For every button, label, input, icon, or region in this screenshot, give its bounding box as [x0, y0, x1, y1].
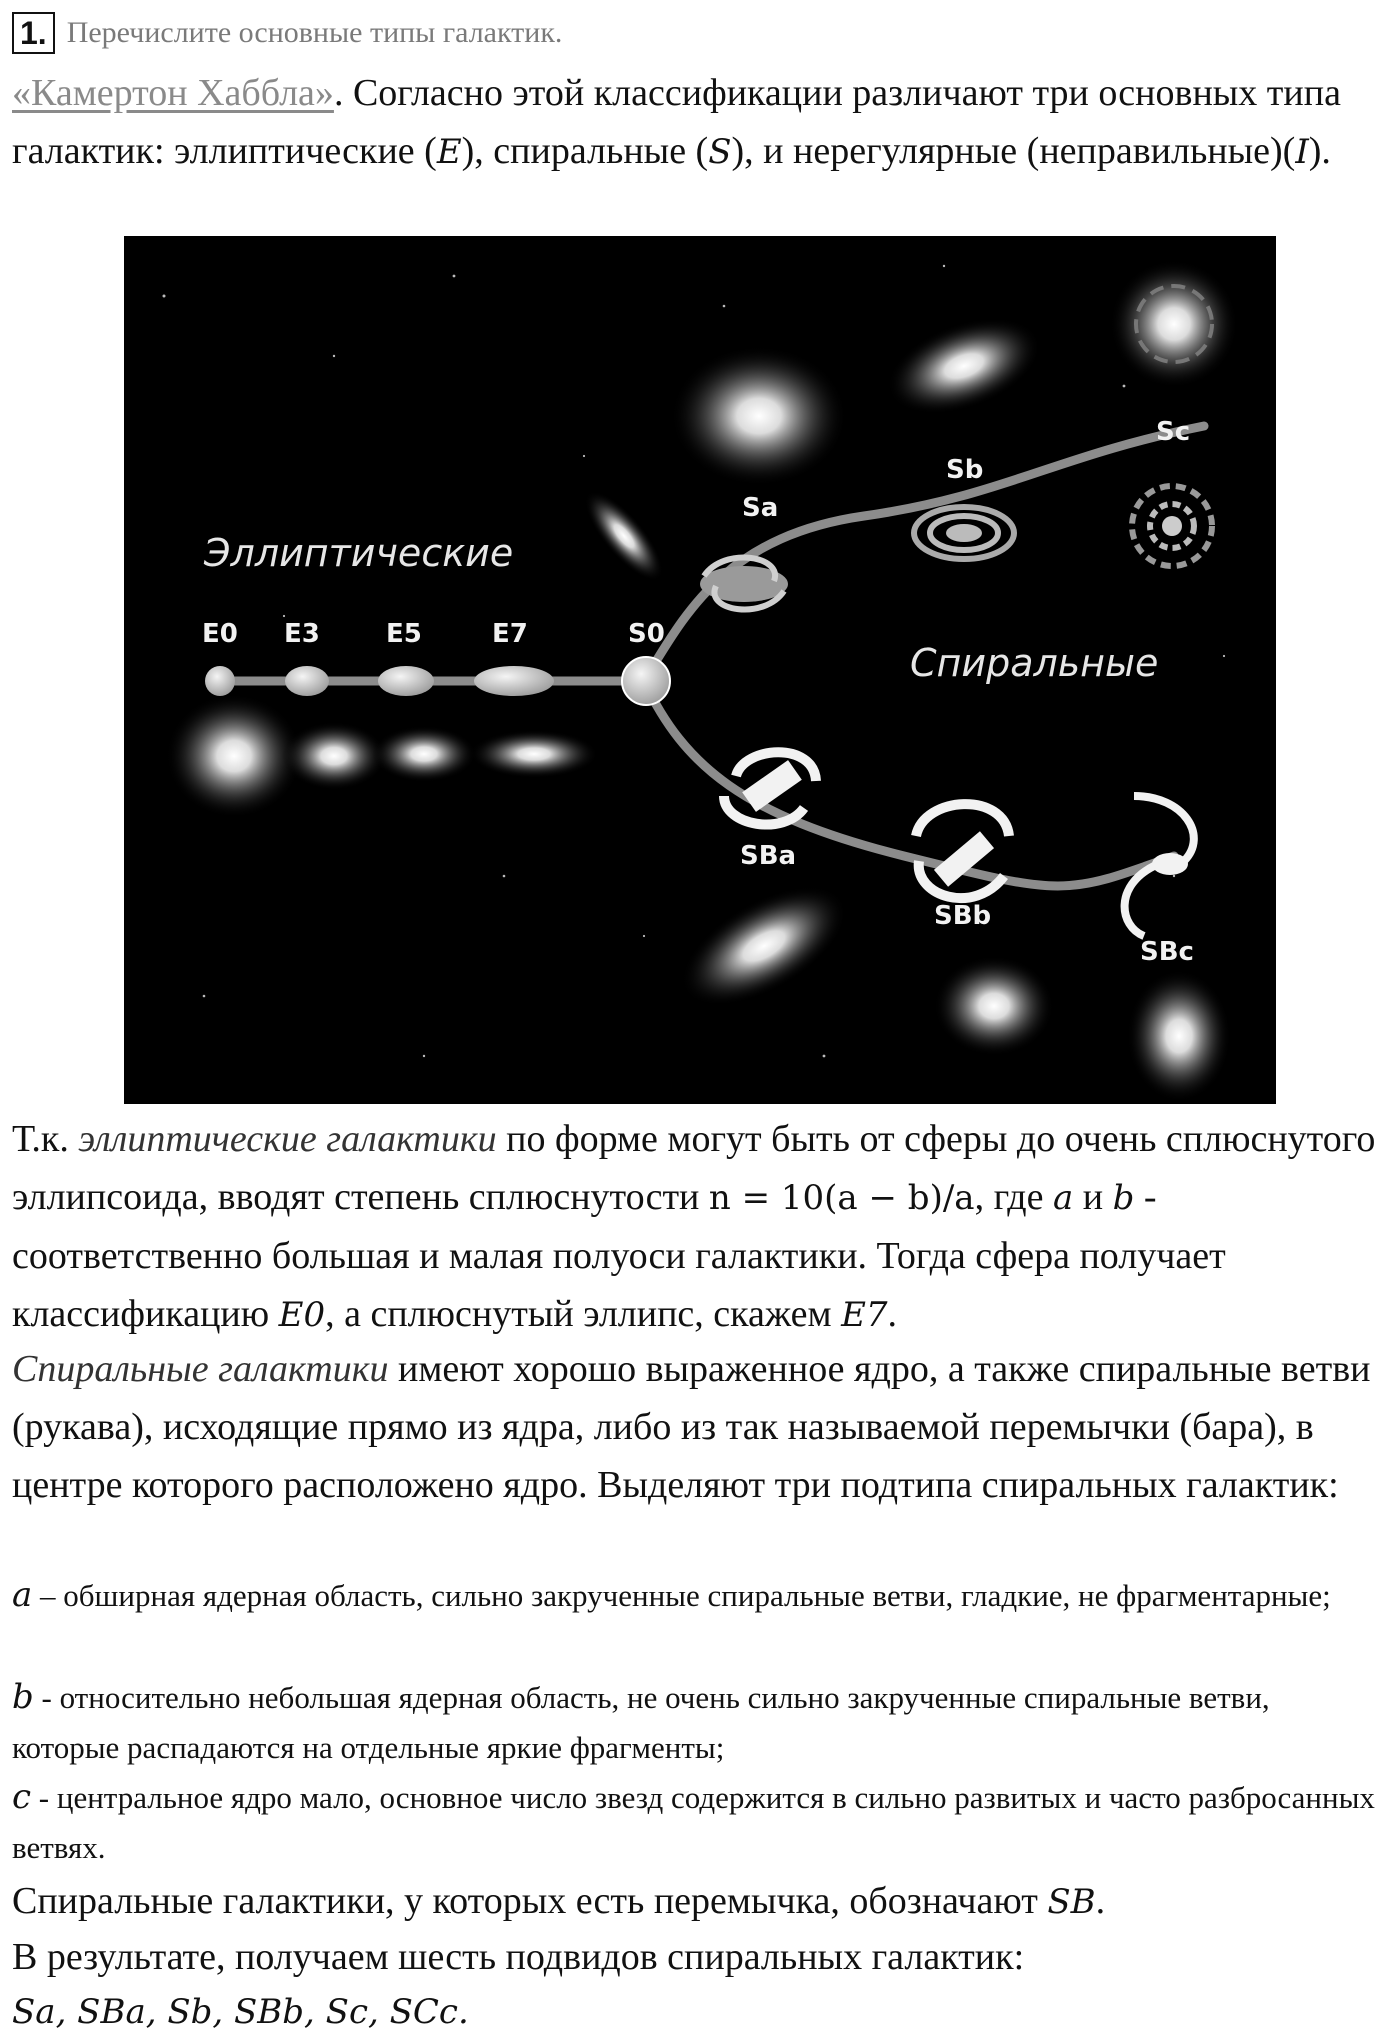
p1-italic: эллиптические галактики	[78, 1118, 497, 1160]
hubble-tuning-fork-image	[124, 236, 1276, 1104]
var-b: b	[1112, 1178, 1135, 1218]
label-sa: Sa	[742, 493, 779, 523]
spirals-paragraph	[12, 1340, 1382, 1514]
intro-paragraph	[12, 64, 1382, 181]
node-e0	[205, 666, 235, 696]
symbol-e: E	[436, 132, 462, 172]
label-sbb: SBb	[934, 901, 992, 931]
node-e5	[378, 666, 434, 696]
symbol-i: I	[1295, 132, 1309, 172]
intro-text-1: . Согласно этой классификации различают три основных типа галактик: эллиптические (	[12, 72, 1341, 172]
intro-text-2: ), спиральные (	[461, 130, 709, 172]
node-s0	[622, 657, 670, 705]
p3-text: Спиральные галактики, у которых есть перемычка, обозначают	[12, 1880, 1048, 1922]
task-header	[12, 10, 562, 56]
intro-text-3: ), и нерегулярные (неправильные)(	[731, 130, 1296, 172]
p3-end: .	[1095, 1880, 1106, 1922]
node-e7	[474, 666, 554, 696]
label-e7: E7	[492, 619, 528, 649]
label-e0: E0	[202, 619, 238, 649]
symbol-e0: E0	[278, 1295, 326, 1335]
node-e3	[285, 666, 329, 696]
subtype-b-text: - относительно небольшая ядерная область, не очень сильно закрученные спиральные ветви, которые распадаются на отдельные яркие фрагменты;	[12, 1680, 1270, 1765]
subtype-c-var: c	[12, 1777, 32, 1817]
p1-g: .	[887, 1293, 898, 1335]
ellipticals-paragraph	[12, 1110, 1382, 1344]
flattening-formula: n = 10(a − b)/a	[708, 1178, 975, 1218]
p5-list: Sa, SBa, Sb, SBb, Sc, SCc.	[12, 1992, 469, 2032]
label-e5: E5	[386, 619, 422, 649]
p4-text: В результате, получаем шесть подвидов спиральных галактик:	[12, 1936, 1025, 1978]
var-a: a	[1052, 1178, 1074, 1218]
label-sb: Sb	[946, 455, 984, 485]
hubble-diagram	[124, 236, 1276, 1104]
subtype-b-var: b	[12, 1677, 34, 1717]
label-e3: E3	[284, 619, 320, 649]
p2-text: имеют хорошо выраженное ядро, а также спиральные ветви (рукава), исходящие прямо из ядра, либо из так называемой перемычки (бара), в центре которого расположено ядро. Выделяют три подтипа спиральных галактик:	[12, 1348, 1371, 1506]
task-number: 1.	[12, 12, 55, 54]
result-paragraph	[12, 1928, 1382, 1986]
p2-italic: Спиральные галактики	[12, 1348, 389, 1390]
subtype-a-text: – обширная ядерная область, сильно закрученные спиральные ветви, гладкие, не фрагментарные;	[32, 1578, 1331, 1613]
subtype-c	[12, 1772, 1382, 1873]
intro-text-4: ).	[1308, 130, 1331, 172]
barred-paragraph	[12, 1872, 1382, 1931]
label-sbc: SBc	[1140, 937, 1194, 967]
p1-d: и	[1073, 1176, 1113, 1218]
subtype-a-var: a	[12, 1575, 33, 1615]
label-s0: S0	[628, 619, 665, 649]
symbol-s: S	[708, 132, 732, 172]
subtype-a	[12, 1570, 1382, 1621]
p1-a: Т.к.	[12, 1118, 79, 1160]
symbol-e7: E7	[841, 1295, 888, 1335]
subtypes-list	[12, 1982, 1382, 2041]
task-question: Перечислите основные типы галактик.	[66, 16, 563, 49]
hubble-fork-link[interactable]: «Камертон Хаббла»	[12, 72, 334, 114]
label-spiral: Спиральные	[910, 641, 1159, 685]
subtype-c-text: - центральное ядро мало, основное число звезд содержится в сильно развитых и часто разбросанных ветвях.	[12, 1780, 1375, 1865]
symbol-sb: SB	[1047, 1882, 1096, 1922]
p1-e: - соответственно большая и малая полуоси галактики. Тогда сфера получает классификацию	[12, 1176, 1226, 1335]
label-sba: SBa	[740, 841, 797, 871]
label-sc: Sc	[1156, 417, 1191, 447]
label-elliptical: Эллиптические	[204, 531, 514, 575]
subtype-b	[12, 1672, 1382, 1773]
p1-f: , а сплюснутый эллипс, скажем	[325, 1293, 842, 1335]
p1-b: по форме могут быть от сферы до очень сплюснутого эллипсоида, вводят степень сплюснутости	[12, 1118, 1376, 1218]
p1-c: , где	[974, 1176, 1053, 1218]
